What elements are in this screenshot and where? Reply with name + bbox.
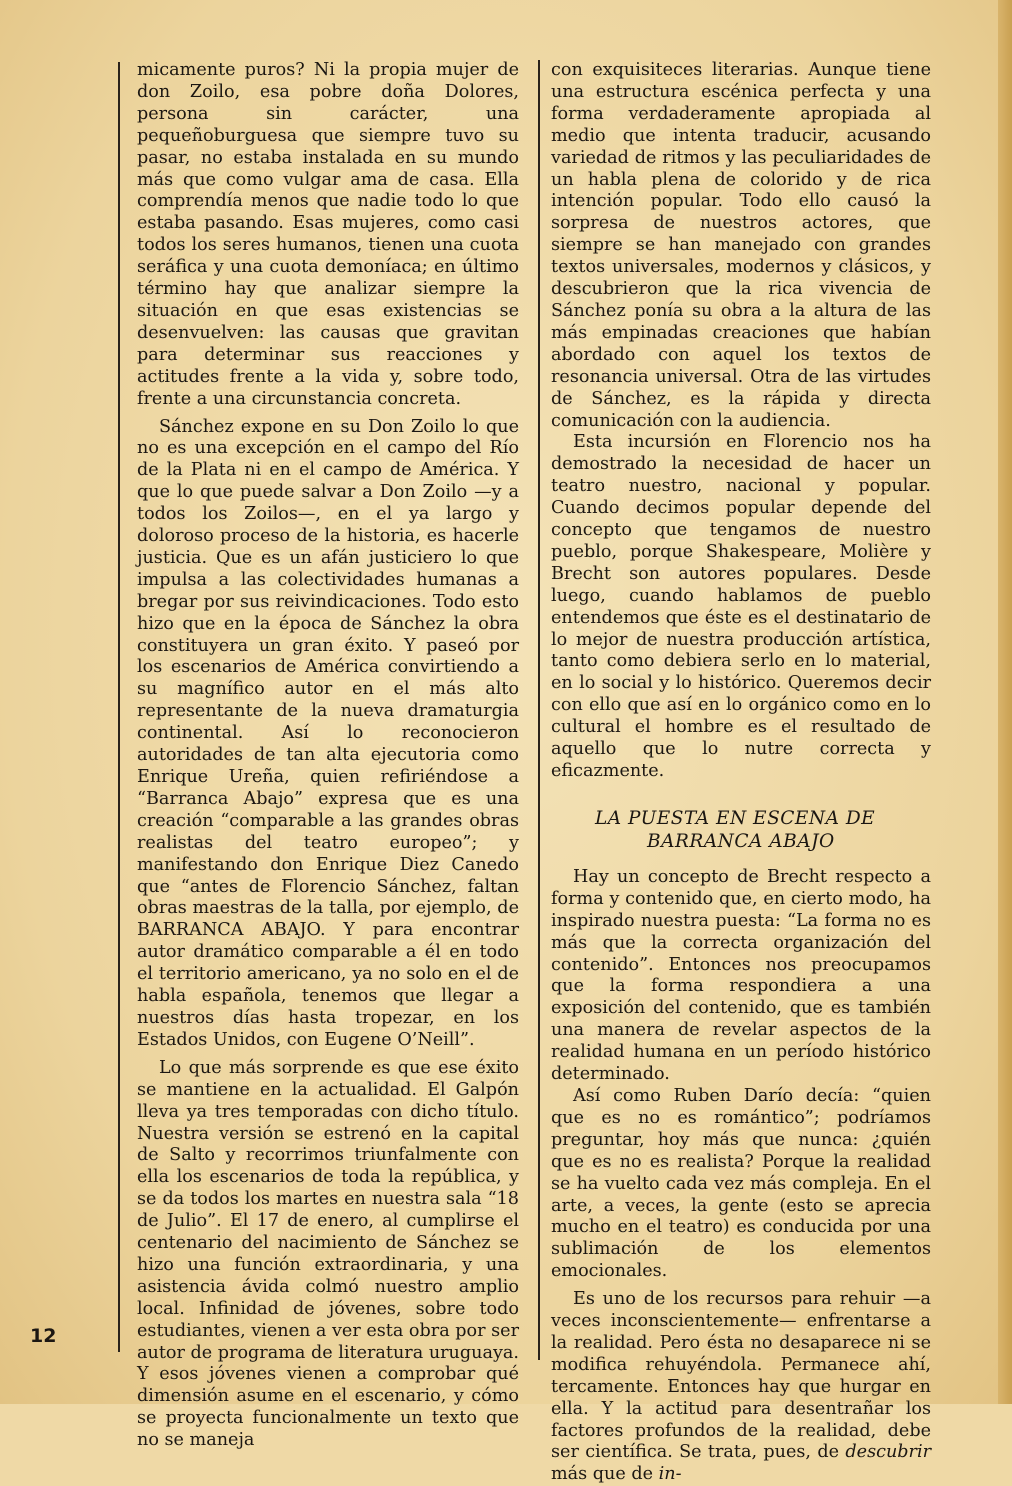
text-run: más que de xyxy=(551,1464,659,1485)
page-edge xyxy=(998,0,1012,1404)
paragraph xyxy=(551,1289,931,1486)
emphasis: descubrir xyxy=(845,1442,931,1463)
column-divider-rule xyxy=(538,60,540,1360)
paragraph: Sánchez expone en su Don Zoilo lo que no es una excepción en el campo del Río de la Plata ni en el campo de América. Y que lo que puede salvar a Don Zoilo —y a todos los Zoilos—, en el ya largo y doloroso proceso de la historia, es hacerle justicia. Que es un afán justiciero lo que impulsa a las colectividades humanas a bregar por sus reivindicaciones. Todo esto hizo que en la época de Sánchez la obra constituyera un gran éxito. Y paseó por los escenarios de América convirtiendo a su magnífico autor en el más alto representante de la nueva dramaturgia continental. Así lo reconocieron autoridades de tan alta ejecutoria como Enrique Ureña, quien refiriéndose a “Barranca Abajo” expresa que es una creación “comparable a las grandes obras realistas del teatro europeo”; y manifestando don Enrique Diez Canedo que “antes de Florencio Sánchez, faltan obras maestras de la talla, por ejemplo, de BARRANCA ABAJO. Y para encontrar autor dramático comparable a él en todo el territorio americano, ya no solo en el de habla española, tenemos que llegar a nuestros días hasta tropezar, en los Estados Unidos, con Eugene O’Neill”. xyxy=(137,416,519,1050)
left-margin-rule xyxy=(118,62,120,1352)
paragraph: Lo que más sorprende es que ese éxito se mantiene en la actualidad. El Galpón lleva ya tres temporadas con dicho título. Nuestra versión se estrenó en la capital de Salto y recorrimos triunfalmente con ella los escenarios de toda la república, y se da todos los martes en nuestra sala “18 de Julio”. El 17 de enero, al cumplirse el centenario del nacimiento de Sánchez se hizo una función extraordinaria, y una asistencia ávida colmó nuestro amplio local. Infinidad de jóvenes, sobre todo estudiantes, vienen a ver esta obra por ser autor de programa de literatura uruguaya. Y esos jóvenes vienen a comprobar qué dimensión asume en el escenario, y cómo se proyecta funcionalmente un texto que no se maneja xyxy=(137,1057,519,1451)
page-number: 12 xyxy=(30,1325,57,1347)
left-column xyxy=(137,60,519,1452)
right-column xyxy=(551,60,931,1486)
emphasis: in- xyxy=(658,1464,682,1485)
paragraph: Esta incursión en Florencio nos ha demostrado la necesidad de hacer un teatro nuestro, nacional y popular. Cuando decimos popular depende del concepto que tengamos de nuestro pueblo, porque Shakespeare, Molière y Brecht son autores populares. Desde luego, cuando hablamos de pueblo entendemos que éste es el destinatario de lo mejor de nuestra producción artística, tanto como debiera serlo en lo material, en lo social y lo histórico. Queremos decir con ello que así en lo orgánico como en lo cultural el hombre es el resultado de aquello que lo nutre correcta y eficazmente. xyxy=(551,432,931,781)
paragraph: Hay un concepto de Brecht respecto a forma y contenido que, en cierto modo, ha inspirado nuestra puesta: “La forma no es más que la correcta organización del contenido”. Entonces nos preocupamos que la forma respondiera a una exposición del contenido, que es también una manera de revelar aspectos de la realidad humana en un período histórico determinado. xyxy=(551,866,931,1085)
section-heading-line: BARRANCA ABAJO xyxy=(647,830,835,852)
section-heading-line: LA PUESTA EN ESCENA DE xyxy=(595,807,876,829)
paragraph: micamente puros? Ni la propia mujer de don Zoilo, esa pobre doña Dolores, persona sin carácter, una pequeñoburguesa que siempre tuvo su pasar, no estaba instalada en su mundo más que como vulgar ama de casa. Ella comprendía menos que nadie todo lo que estaba pasando. Esas mujeres, como casi todos los seres humanos, tienen una cuota seráfica y una cuota demoníaca; en último término hay que analizar siempre la situación en que esas existencias se desenvuelven: las causas que gravitan para determinar sus reacciones y actitudes frente a la vida y, sobre todo, frente a una circunstancia concreta. xyxy=(137,60,519,409)
section-heading xyxy=(551,807,931,853)
paragraph: con exquisiteces literarias. Aunque tiene una estructura escénica perfecta y una forma verdaderamente apropiada al medio que intenta traducir, acusando variedad de ritmos y las peculiaridades de un habla plena de colorido y de rica intención popular. Todo ello causó la sorpresa de nuestros actores, que siempre se han manejado con grandes textos universales, modernos y clásicos, y descubrieron que la rica vivencia de Sánchez ponía su obra a la altura de las más empinadas creaciones que habían abordado con aquel los textos de resonancia universal. Otra de las virtudes de Sánchez, es la rápida y directa comunicación con la audiencia. xyxy=(551,60,931,431)
paragraph: Así como Ruben Darío decía: “quien que es no es romántico”; podríamos preguntar, hoy más que nunca: ¿quién que es no es realista? Porque la realidad se ha vuelto cada vez más compleja. En el arte, a veces, la gente (esto se aprecia mucho en el teatro) es conducida por una sublimación de los elementos emocionales. xyxy=(551,1085,931,1282)
text-run: Es uno de los recursos para rehuir —a veces inconscientemente— enfrentarse a la realidad. Pero ésta no desaparece ni se modifica rehuyéndola. Permanece ahí, tercamente. Entonces hay que hurgar en ella. Y la actitud para desentrañar los factores profundos de la realidad, debe ser científica. Se trata, pues, de xyxy=(551,1289,931,1463)
